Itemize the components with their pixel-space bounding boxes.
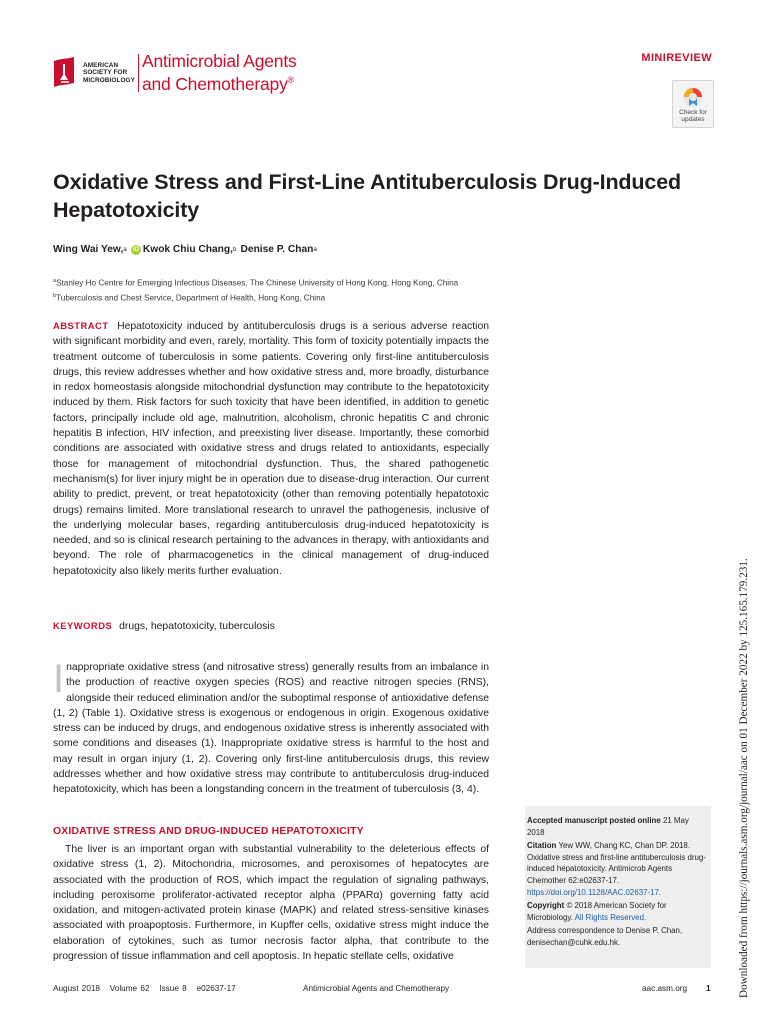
intro-text: nappropriate oxidative stress (and nitrosative stress) generally results from an imbalance in the production of reactive oxygen species (ROS) and reactive nitrogen species (RNS), alongside their reduced elimination and/or the suboptimal response of antioxidative defense (1, 2) (Table 1). Oxidative stress is exogenous or endogenous in origin. Exogenous oxidative stress can be induced by drugs, and endogenous oxidative stress is inherently associated with some conditions and diseases (1). Inappropriate oxidative stress is harmful to the host and may result in organ injury (1, 2). Covering only first-line antituberculosis drugs, this review addresses whether and how oxidative stress may contribute to antituberculosis drug-induced hepatotoxicity, which has been a longstanding concern in the treatment of tuberculosis (3, 4).: [53, 662, 489, 796]
orcid-icon[interactable]: iD: [132, 246, 139, 253]
affiliation-marker: a: [53, 278, 57, 284]
check-for-updates-line: updates: [681, 116, 705, 124]
society-line: AMERICAN: [83, 62, 119, 70]
citation-label: Citation: [527, 841, 557, 851]
check-for-updates-line: Check for: [679, 109, 707, 116]
copyright-text: © 2018 American Society for Microbiology.: [527, 901, 667, 922]
author-affiliation-marker: a: [313, 246, 318, 253]
keywords-label: KEYWORDS: [53, 620, 113, 631]
footer-site-link[interactable]: aac.asm.org: [642, 984, 688, 993]
section-heading: OXIDATIVE STRESS AND DRUG-INDUCED HEPATOTOXICITY: [53, 826, 364, 837]
accepted-date: 21 May 2018: [527, 816, 689, 837]
accepted-label: Accepted manuscript posted online: [527, 816, 661, 825]
author-name[interactable]: Denise P. Chan: [240, 244, 314, 255]
asm-logo-icon: [52, 55, 78, 91]
footer-page-number: 1: [706, 984, 711, 993]
article-title: Oxidative Stress and First-Line Antituberculosis Drug-Induced Hepatotoxicity: [53, 170, 681, 222]
affiliation-text: Tuberculosis and Chest Service, Department of Health, Hong Kong, China: [56, 293, 326, 303]
crossmark-icon: [682, 86, 704, 108]
copyright-info: [527, 900, 708, 923]
correspondence-info: Address correspondence to Denise P. Chan, denisechan@cuhk.edu.hk.: [527, 926, 683, 947]
author-affiliation-marker: a: [123, 246, 127, 253]
affiliation: [53, 293, 325, 303]
journal-header: [52, 51, 722, 124]
society-line: SOCIETY FOR: [83, 69, 128, 77]
affiliation-marker: b: [53, 293, 57, 299]
download-watermark: Downloaded from https://journals.asm.org/journal/aac on 01 December 2022 by 125.165.179.231.: [738, 558, 750, 998]
footer-journal-name: Antimicrobial Agents and Chemotherapy: [303, 984, 450, 993]
logo-divider: [138, 54, 139, 92]
journal-name-part: and Chemotherapy: [141, 73, 288, 94]
author-list: [53, 244, 317, 255]
article-info-sidebar: [525, 806, 711, 968]
society-line: MICROBIOLOGY: [83, 76, 135, 84]
drop-cap: I: [53, 657, 65, 701]
asm-logo[interactable]: [52, 52, 297, 94]
citation-info: [527, 840, 708, 898]
author-name[interactable]: Wing Wai Yew,: [53, 244, 124, 255]
society-name: [83, 62, 135, 84]
author-affiliation-marker: b: [232, 246, 237, 253]
affiliation: [53, 278, 458, 288]
copyright-label: Copyright: [527, 901, 565, 911]
intro-paragraph: [53, 657, 489, 798]
journal-name: [142, 52, 297, 94]
rights-link[interactable]: All Rights Reserved.: [574, 912, 647, 922]
abstract-label: ABSTRACT: [53, 320, 109, 331]
keywords-text: drugs, hepatotoxicity, tuberculosis: [119, 621, 275, 632]
doi-link[interactable]: https://doi.org/10.1128/AAC.02637-17: [527, 887, 659, 897]
registered-mark: ®: [287, 75, 295, 85]
keywords: [53, 620, 275, 632]
author-name[interactable]: Kwok Chiu Chang,: [142, 244, 233, 255]
affiliation-text: Stanley Ho Centre for Emerging Infectious Diseases, The Chinese University of Hong Kong, Hong Kong, China: [56, 278, 459, 288]
section-paragraph: The liver is an important organ with substantial vulnerability to the deleterious effects of oxidative stress (1, 2). Mitochondria, microsomes, and peroxisomes of hepatocytes are associated with the production of ROS, which impact the regulation of signaling pathways, including peroxisome proliferator-activated receptor alpha (PPARα) governing fatty acid oxidation, and mitogen-activated protein kinase (MAPK) and related stress-sensitive kinases associated with proapoptosis. Furthermore, in Kupffer cells, oxidative stress might induce the elaboration of cytokines, such as tumor necrosis factor alpha, that contribute to the progression of tissue inflammation and cell apoptosis. In hepatic stellate cells, oxidative: [53, 844, 489, 963]
citation-text: Yew WW, Chang KC, Chan DP. 2018. Oxidative stress and first-line antituberculosis drug-induced hepatotoxicity. Antimicrob Agents Chemother 62:e02637-17.: [527, 841, 706, 885]
journal-name-line: [142, 71, 297, 94]
abstract: [53, 318, 489, 579]
footer-issue-info: August 2018 Volume 62 Issue 8 e02637-17: [53, 984, 236, 993]
article-type-label: MINIREVIEW: [641, 52, 712, 64]
check-for-updates-button[interactable]: [672, 80, 714, 128]
accepted-info: [527, 815, 708, 838]
citation-end: .: [658, 887, 662, 897]
abstract-text: Hepatotoxicity induced by antituberculosis drugs is a serious adverse reaction with significant morbidity and even, rarely, mortality. This form of toxicity potentially impacts the treatment outcome of tuberculosis in some patients. Covering only first-line antituberculosis drugs, this review addresses whether and how oxidative stress and, more broadly, disturbance in redox homeostasis alongside mitochondrial dysfunction may contribute to the hepatotoxicity induced by them. Risk factors for such toxicity that have been identified, in addition to genetic factors, principally include old age, malnutrition, alcoholism, chronic hepatitis C and chronic hepatitis B infection, HIV infection, and preexisting liver disease. Importantly, these comorbid conditions are associated with oxidative stress and drugs related to antioxidants, especially those for management of mitochondrial dysfunction. Thus, the shared pathogenetic mechanism(s) for liver injury might be in operation due to disease-drug interaction. Our current ability to predict, prevent, or treat hepatotoxicity (other than removing potentially hepatotoxic drugs) remains limited. More translational research to unravel the pathogenesis, inclusive of the underlying molecular bases, regarding antituberculosis drug-induced hepatotoxicity is needed, and so is clinical research pertaining to the advances in therapy, with antioxidants and beyond. The role of pharmacogenetics in the clinical management of drug-induced hepatotoxicity also likely merits further evaluation.: [53, 321, 490, 577]
journal-name-line: Antimicrobial Agents: [141, 51, 297, 71]
